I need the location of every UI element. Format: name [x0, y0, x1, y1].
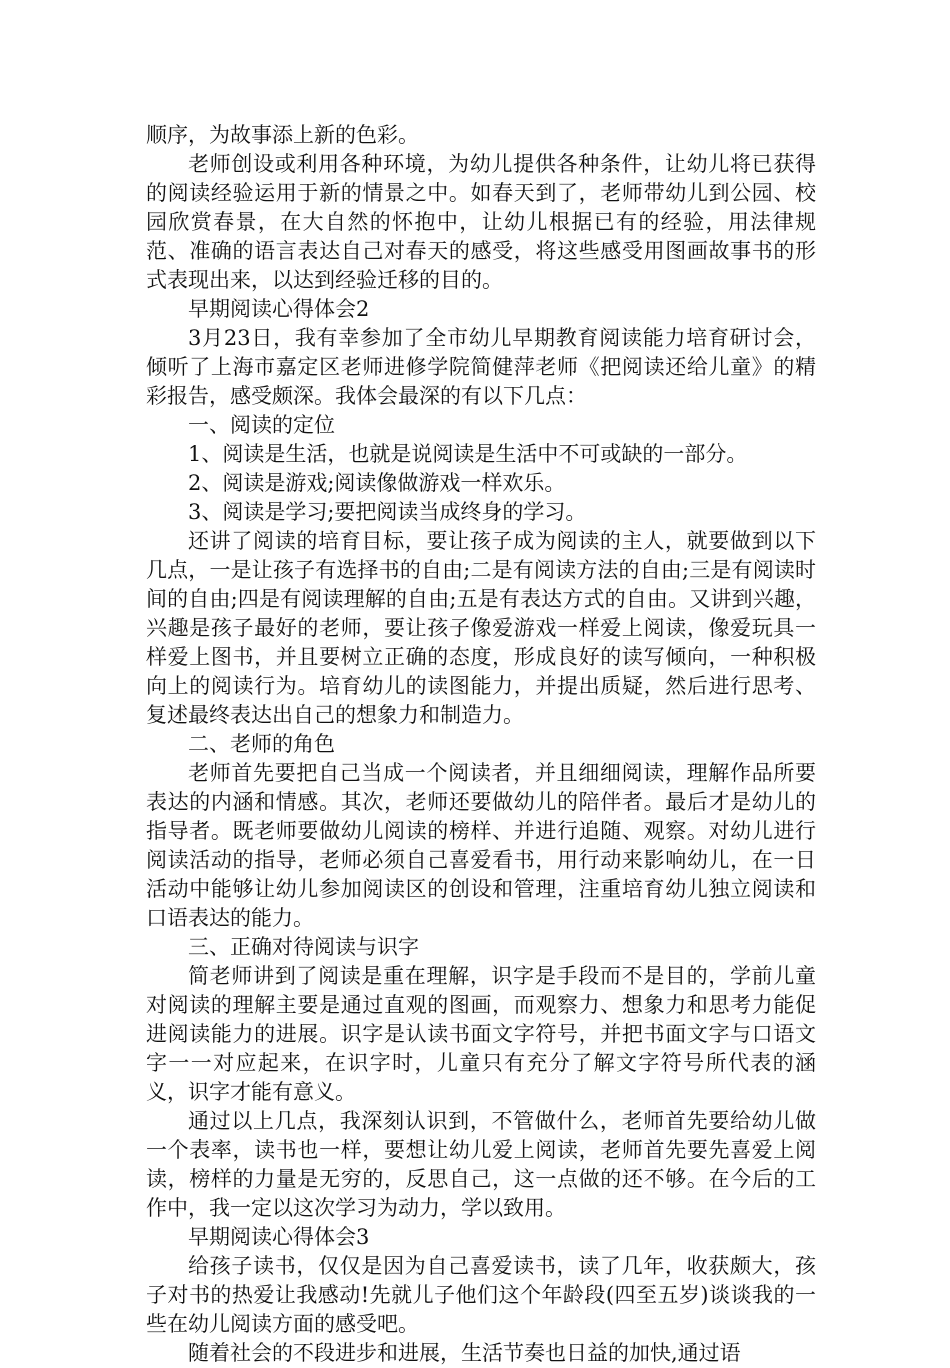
- paragraph: 还讲了阅读的培育目标，要让孩子成为阅读的主人，就要做到以下几点，一是让孩子有选择书的自由;二是有阅读方法的自由;三是有阅读时间的自由;四是有阅读理解的自由;五是有表达方式的自由。又讲到兴趣，兴趣是孩子最好的老师，要让孩子像爱游戏一样爱上阅读，像爱玩具一样爱上图书，并且要树立正确的态度，形成良好的读写倾向，一种积极向上的阅读行为。培育幼儿的读图能力，并提出质疑，然后进行思考、复述最终表达出自己的想象力和制造力。: [146, 529, 816, 727]
- subheading: 一、阅读的定位: [188, 413, 335, 437]
- paragraph: 通过以上几点，我深刻认识到，不管做什么，老师首先要给幼儿做一个表率，读书也一样，要想让幼儿爱上阅读，老师首先要先喜爱上阅读，榜样的力量是无穷的，反思自己，这一点做的还不够。在今后的工作中，我一定以这次学习为动力，学以致用。: [146, 1109, 816, 1220]
- list-item: 2、阅读是游戏;阅读像做游戏一样欢乐。: [188, 471, 566, 495]
- section-title: 早期阅读心得体会3: [188, 1225, 370, 1249]
- document-body: [146, 121, 816, 1368]
- list-item: 1、阅读是生活，也就是说阅读是生活中不可或缺的一部分。: [188, 442, 748, 466]
- paragraph-continuation: 顺序，为故事添上新的色彩。: [146, 123, 419, 147]
- section-title: 早期阅读心得体会2: [188, 297, 370, 321]
- paragraph: 老师首先要把自己当成一个阅读者，并且细细阅读，理解作品所要表达的内涵和情感。其次，老师还要做幼儿的陪伴者。最后才是幼儿的指导者。既老师要做幼儿阅读的榜样、并进行追随、观察。对幼儿进行阅读活动的指导，老师必须自己喜爱看书，用行动来影响幼儿，在一日活动中能够让幼儿参加阅读区的创设和管理，注重培育幼儿独立阅读和口语表达的能力。: [146, 761, 816, 930]
- paragraph: 老师创设或利用各种环境，为幼儿提供各种条件，让幼儿将已获得的阅读经验运用于新的情景之中。如春天到了，老师带幼儿到公园、校园欣赏春景，在大自然的怀抱中，让幼儿根据已有的经验，用法律规范、准确的语言表达自己对春天的感受，将这些感受用图画故事书的形式表现出来，以达到经验迁移的目的。: [146, 152, 816, 292]
- paragraph: 3月23日，我有幸参加了全市幼儿早期教育阅读能力培育研讨会，倾听了上海市嘉定区老师进修学院简健萍老师《把阅读还给儿童》的精彩报告，感受颇深。我体会最深的有以下几点：: [146, 326, 816, 408]
- paragraph: 随着社会的不段进步和进展，生活节奏也日益的加快,通过语: [188, 1341, 741, 1365]
- paragraph: 给孩子读书，仅仅是因为自己喜爱读书，读了几年，收获颇大，孩子对书的热爱让我感动!先就儿子他们这个年龄段(四至五岁)谈谈我的一些在幼儿阅读方面的感受吧。: [146, 1254, 816, 1336]
- subheading: 二、老师的角色: [188, 732, 335, 756]
- paragraph: 简老师讲到了阅读是重在理解，识字是手段而不是目的，学前儿童对阅读的理解主要是通过直观的图画，而观察力、想象力和思考力能促进阅读能力的进展。识字是认读书面文字符号，并把书面文字与口语文字一一对应起来，在识字时，儿童只有充分了解文字符号所代表的涵义，识字才能有意义。: [146, 964, 816, 1104]
- subheading: 三、正确对待阅读与识字: [188, 935, 419, 959]
- list-item: 3、阅读是学习;要把阅读当成终身的学习。: [188, 500, 587, 524]
